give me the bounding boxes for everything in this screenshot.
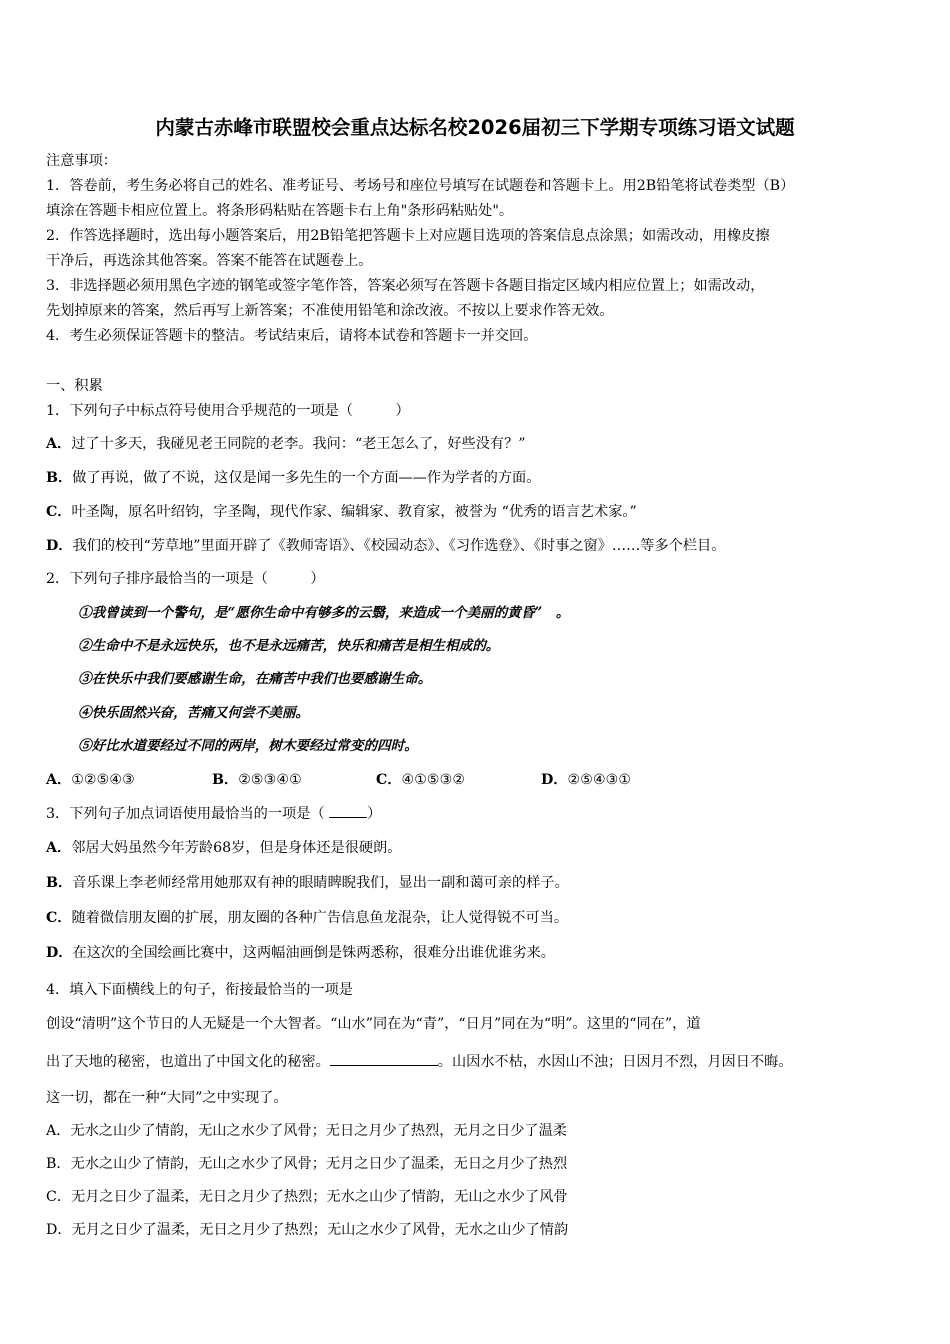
q1-option-d: D．我们的校刊“芳草地”里面开辟了《教师寄语》、《校园动态》、《习作选登》、《时事之窗》……等多个栏目。 bbox=[46, 538, 726, 554]
q4-option-a: A．无水之山少了情韵，无山之水少了风骨；无日之月少了热烈，无月之日少了温柔 bbox=[46, 1123, 567, 1139]
q4-passage: 出了天地的秘密，也道出了中国文化的秘密。 。山因水不枯，水因山不浊；日因月不烈，月因日不晦。 bbox=[46, 1051, 792, 1072]
question-4-stem: 4．填入下面横线上的句子，衔接最恰当的一项是 bbox=[46, 982, 353, 998]
q4-option-b: B．无水之山少了情韵，无山之水少了风骨；无月之日少了温柔，无日之月少了热烈 bbox=[46, 1156, 568, 1172]
q4-option-c: C．无月之日少了温柔，无日之月少了热烈；无水之山少了情韵，无山之水少了风骨 bbox=[46, 1189, 568, 1205]
q2-option-c: C．④①⑤③② bbox=[376, 772, 466, 788]
q4-option-d: D．无月之日少了温柔，无日之月少了热烈；无山之水少了风骨，无水之山少了情韵 bbox=[46, 1222, 569, 1238]
q1-option-b: B．做了再说，做了不说，这仅是闻一多先生的一个方面——作为学者的方面。 bbox=[46, 470, 541, 486]
q2-sentence: ③在快乐中我们要感谢生命，在痛苦中我们也要感谢生命。 bbox=[78, 671, 432, 687]
answer-blank bbox=[329, 805, 367, 818]
note-line: 2．作答选择题时，选出每小题答案后，用2B铅笔把答题卡上对应题目选项的答案信息点涂黑；如需改动，用橡皮擦 bbox=[46, 228, 770, 244]
q3-option-c: C．随着微信朋友圈的扩展，朋友圈的各种广告信息鱼龙混杂，让人觉得锐不可当。 bbox=[46, 910, 569, 926]
fill-blank bbox=[330, 1051, 438, 1066]
q2-option-d: D．②⑤④③① bbox=[541, 772, 632, 788]
note-line: 先划掉原来的答案，然后再写上新答案；不准使用铅笔和涂改液。不按以上要求作答无效。 bbox=[46, 303, 614, 319]
notes-heading: 注意事项： bbox=[46, 153, 117, 169]
note-line: 1．答卷前，考生务必将自己的姓名、准考证号、考场号和座位号填写在试题卷和答题卡上。用2B铅笔将试卷类型（B） bbox=[46, 178, 795, 194]
q4-passage: 这一切，都在一种“大同”之中实现了。 bbox=[46, 1090, 288, 1106]
note-line: 4．考生必须保证答题卡的整洁。考试结束后，请将本试卷和答题卡一并交回。 bbox=[46, 328, 538, 344]
note-line: 3．非选择题必须用黑色字迹的钢笔或签字笔作答，答案必须写在答题卡各题目指定区域内相应位置上；如需改动， bbox=[46, 278, 765, 294]
q2-option-b: B．②⑤③④① bbox=[212, 772, 302, 788]
question-3-stem: 3．下列句子加点词语使用最恰当的一项是（ ） bbox=[46, 806, 382, 822]
q1-option-c: C．叶圣陶，原名叶绍钧，字圣陶，现代作家、编辑家、教育家，被誉为 “优秀的语言艺术家。” bbox=[46, 504, 637, 520]
q2-sentence: ⑤好比水道要经过不同的两岸，树木要经过常变的四时。 bbox=[78, 738, 418, 754]
question-1-stem: 1．下列句子中标点符号使用合乎规范的一项是（ ） bbox=[46, 403, 410, 419]
q2-sentence: ②生命中不是永远快乐，也不是永远痛苦，快乐和痛苦是相生相成的。 bbox=[78, 638, 500, 654]
question-2-stem: 2．下列句子排序最恰当的一项是（ ） bbox=[46, 571, 325, 587]
q2-sentence: ①我曾读到一个警句，是“愿你生命中有够多的云翳，来造成一个美丽的黄昏” 。 bbox=[78, 605, 570, 621]
page-title: 内蒙古赤峰市联盟校会重点达标名校2026届初三下学期专项练习语文试题 bbox=[155, 116, 795, 139]
q3-option-d: D．在这次的全国绘画比赛中，这两幅油画倒是铢两悉称，很难分出谁优谁劣来。 bbox=[46, 945, 555, 961]
q2-sentence: ④快乐固然兴奋，苦痛又何尝不美丽。 bbox=[78, 705, 310, 721]
q1-option-a: A．过了十多天，我碰见老王同院的老李。我问：“老王怎么了，好些没有？” bbox=[46, 436, 526, 452]
q3-option-b: B．音乐课上李老师经常用她那双有神的眼睛睥睨我们，显出一副和蔼可亲的样子。 bbox=[46, 875, 569, 891]
q2-option-a: A．①②⑤④③ bbox=[46, 772, 135, 788]
section-heading: 一、积累 bbox=[46, 378, 103, 394]
q4-passage: 创设“清明”这个节日的人无疑是一个大智者。“山水”同在为“青”，“日月”同在为“明”。这里的“同在”，道 bbox=[46, 1016, 701, 1032]
note-line: 干净后，再选涂其他答案。答案不能答在试题卷上。 bbox=[46, 253, 373, 269]
note-line: 填涂在答题卡相应位置上。将条形码粘贴在答题卡右上角"条形码粘贴处"。 bbox=[46, 203, 514, 219]
q3-option-a: A．邻居大妈虽然今年芳龄68岁，但是身体还是很硬朗。 bbox=[46, 840, 402, 856]
